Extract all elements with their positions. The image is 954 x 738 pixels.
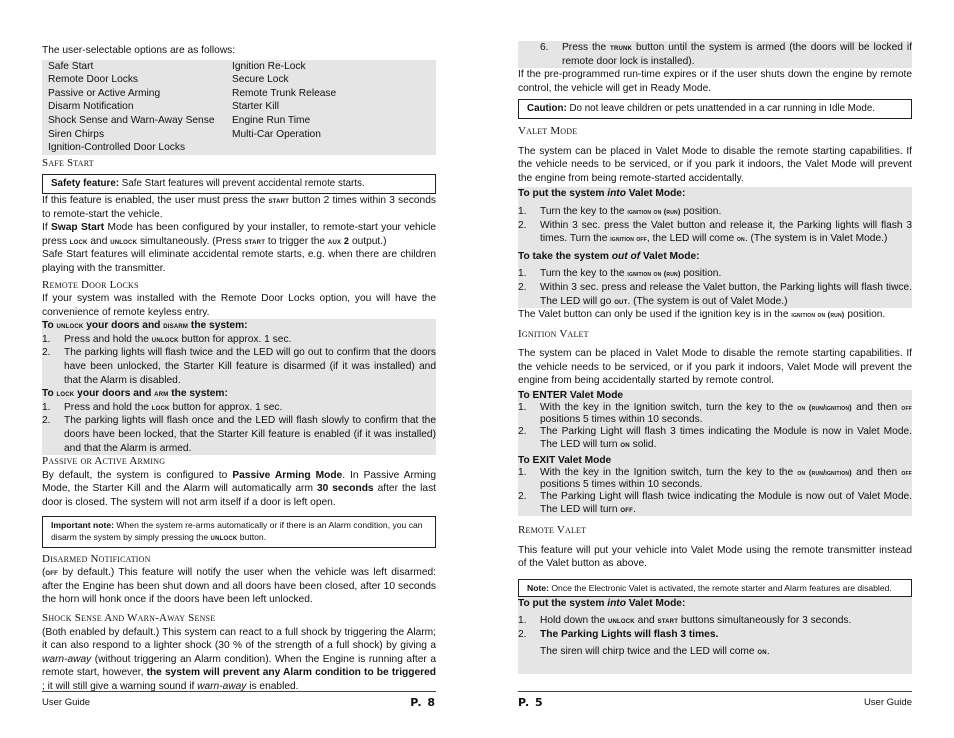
enter-valet-heading: To ENTER Valet Mode bbox=[518, 390, 624, 402]
left-page bbox=[42, 0, 436, 738]
option-item: Engine Run Time bbox=[232, 114, 311, 126]
option-item: Safe Start bbox=[48, 60, 94, 72]
valet-mode-text: The system can be placed in Valet Mode to disable the remote starting capabilities. If the vehicle needs to be serviced, or if you park it indoors, the Valet Mode will prevent the engine from being remote-started accidentally. bbox=[518, 145, 912, 184]
list-item: 2. The Parking Lights will flash 3 times. The siren will chirp twice and the LED will come on. bbox=[518, 629, 770, 657]
valet-button-note: The Valet button can only be used if the ignition key is in the ignition on (run) position. bbox=[518, 309, 886, 321]
list-item: 1. Press and hold the unlock button for approx. 1 sec. bbox=[42, 333, 292, 345]
safe-start-heading: Safe Start bbox=[42, 156, 94, 169]
safety-feature-box bbox=[42, 174, 436, 194]
safe-start-p3: Safe Start features will eliminate accidental remote starts, e.g. when there are children playing with the transmitter. bbox=[42, 249, 436, 274]
remote-valet-put-heading: To put the system into Valet Mode: bbox=[518, 597, 686, 609]
remote-valet-instructions bbox=[518, 597, 912, 674]
unlock-heading: To unlock your doors and disarm the system: bbox=[42, 320, 248, 332]
option-item: Shock Sense and Warn-Away Sense bbox=[48, 114, 215, 126]
list-item: 2. The Parking Light will flash 3 times indicating the Module is now in Valet Mode. The LED will turn on solid. bbox=[518, 426, 912, 451]
valet-take-heading: To take the system out of Valet Mode: bbox=[518, 250, 700, 262]
right-footer bbox=[518, 691, 912, 710]
options-col-2 bbox=[226, 60, 434, 155]
list-item: 2. The Parking Light will flash twice indicating the Module is now out of Valet Mode. The LED will turn off. bbox=[518, 491, 912, 516]
footer-label: User Guide bbox=[863, 697, 912, 709]
list-item: 1. With the key in the Ignition switch, turn the key to the on (run/ignition) and then off positions 5 times within 10 seconds. bbox=[518, 467, 912, 491]
list-item: 2. Within 3 sec. press the Valet button and release it, the Parking lights will flash 3 times. Turn the ignition off, the LED will come on. (The system is in Valet Mode.) bbox=[518, 219, 912, 245]
remote-valet-text: This feature will put your vehicle into Valet Mode using the remote transmitter instead of the Valet button as above. bbox=[518, 544, 912, 570]
list-item: 1. Hold down the unlock and start buttons simultaneously for 3 seconds. bbox=[518, 615, 852, 627]
passive-arming-text: By default, the system is configured to Passive Arming Mode. In Passive Arming Mode, the Starter Kill and the Alarm will automatically arm 30 seconds after the last door is closed. The system will not arm itself if a door is left open. bbox=[42, 469, 436, 508]
note-box: Note: Once the Electronic Valet is activated, the remote starter and Alarm features are disabled. bbox=[518, 579, 912, 597]
option-item: Remote Trunk Release bbox=[232, 87, 337, 99]
passive-arming-heading: Passive or Active Arming bbox=[42, 455, 166, 468]
option-item: Disarm Notification bbox=[48, 101, 134, 113]
valet-mode-heading: Valet Mode bbox=[518, 124, 578, 137]
disarmed-notification-text: (off by default.) This feature will notify the user when the vehicle was left disarmed: after the Engine has been shut down and all doors have been closed, after 10 seconds the horn will honk once if the doors have been left unlocked. bbox=[42, 567, 436, 606]
shock-sense-heading: Shock Sense And Warn-Away Sense bbox=[42, 611, 216, 624]
list-item: 2. Within 3 sec. press and release the Valet button, the Parking lights will flash tiwce. The LED will go out. (The system is out of Valet Mode.) bbox=[518, 281, 912, 307]
options-intro: The user-selectable options are as follows: bbox=[42, 45, 236, 56]
option-item: Remote Door Locks bbox=[48, 74, 139, 86]
ignition-valet-heading: Ignition Valet bbox=[518, 327, 589, 340]
option-item: Siren Chirps bbox=[48, 128, 105, 140]
options-col-1 bbox=[42, 60, 226, 155]
valet-put-heading: To put the system into Valet Mode: bbox=[518, 188, 686, 200]
unlock-steps bbox=[42, 333, 436, 387]
valet-put-steps bbox=[518, 205, 912, 246]
option-item: Secure Lock bbox=[232, 74, 289, 86]
option-item: Ignition Re-Lock bbox=[232, 60, 306, 72]
page-number: P. 8 bbox=[410, 696, 436, 710]
disarmed-notification-heading: Disarmed Notification bbox=[42, 552, 151, 565]
exit-valet-steps bbox=[518, 467, 912, 516]
step-6: 6. Press the trunk button until the system is armed (the doors will be locked if remote door lock is installed). bbox=[518, 41, 912, 68]
page-number: P. 5 bbox=[518, 696, 544, 710]
list-item: 2. The parking lights will flash twice and the LED will go out to confirm that the doors have been unlocked, the Starter Kill feature is disarmed (if it was installed) and that the Alarm is disabled. bbox=[42, 347, 436, 386]
valet-take-steps bbox=[518, 267, 912, 308]
exit-valet-heading: To EXIT Valet Mode bbox=[518, 455, 612, 467]
right-page bbox=[518, 0, 912, 738]
list-item: 1. Press and hold the lock button for approx. 1 sec. bbox=[42, 401, 283, 413]
safe-start-p1: If this feature is enabled, the user must press the start button 2 times within 3 seconds to remote-start the vehicle. bbox=[42, 194, 436, 220]
list-item: 1. Turn the key to the ignition on (run) position. bbox=[518, 205, 722, 217]
box-text: Safe Start features will prevent accidental remote starts. bbox=[119, 178, 365, 190]
box-label: Safety feature: bbox=[51, 178, 120, 190]
enter-valet-steps bbox=[518, 402, 912, 451]
option-item: Ignition-Controlled Door Locks bbox=[48, 142, 186, 154]
lock-heading: To lock your doors and arm the system: bbox=[42, 388, 228, 400]
safe-start-p2: If Swap Start Mode has been configured by your installer, to remote-start your vehicle press lock and unlock simultaneously. (Press start to trigger the aux 2 output.) bbox=[42, 222, 437, 247]
left-footer bbox=[42, 691, 436, 710]
list-item: 1. With the key in the Ignition switch, turn the key to the on (run/ignition) and then off positions 5 times within 10 seconds. bbox=[518, 402, 912, 426]
shock-sense-text: (Both enabled by default.) This system can react to a full shock by triggering the Alarm; it can also respond to a lighter shock (30 % of the strength of a full shock) by giving a warn-away (without triggering an Alarm condition). When the Engine is running after a remote start, however, the system will prevent any Alarm condition to be triggered ; it will still give a warning sound if warn-away is enabled. bbox=[42, 626, 436, 692]
options-table bbox=[42, 60, 436, 155]
remote-door-locks-heading: Remote Door Locks bbox=[42, 278, 139, 291]
ignition-valet-text: The system can be placed in Valet Mode to disable the remote starting capabilities. If the vehicle needs to be serviced, or if you park it indoors, Valet Mode will prevent the engine from being accidentally started by remote control. bbox=[518, 348, 912, 387]
remote-valet-heading: Remote Valet bbox=[518, 524, 587, 537]
ignition-valet-instructions bbox=[518, 390, 912, 516]
footer-label: User Guide bbox=[42, 697, 91, 709]
option-item: Multi-Car Operation bbox=[232, 128, 321, 140]
door-lock-instructions bbox=[42, 319, 436, 455]
remote-valet-steps bbox=[518, 614, 912, 658]
option-item: Passive or Active Arming bbox=[48, 87, 161, 99]
lock-steps bbox=[42, 401, 436, 455]
option-item: Starter Kill bbox=[232, 101, 279, 113]
remote-door-locks-p1: If your system was installed with the Remote Door Locks option, you will have the convenience of remote keyless entry. bbox=[42, 293, 436, 318]
runtime-text: If the pre-programmed run-time expires or if the user shuts down the engine by remote control, the vehicle will get in Ready Mode. bbox=[518, 69, 912, 94]
caution-box: Caution: Do not leave children or pets unattended in a car running in Idle Mode. bbox=[518, 99, 912, 119]
list-item: 2. The parking lights will flash once and the LED will flash slowly to confirm that the doors have been locked, that the Starter Kill feature is enabled (if it was installed) and that the Alarm is armed. bbox=[42, 415, 436, 454]
important-note-box: Important note: When the system re-arms automatically or if there is an Alarm condition, you can disarm the system by simply pressing the unlock button. bbox=[42, 516, 436, 548]
valet-instructions bbox=[518, 187, 912, 308]
list-item: 1. Turn the key to the ignition on (run) position. bbox=[518, 268, 722, 280]
